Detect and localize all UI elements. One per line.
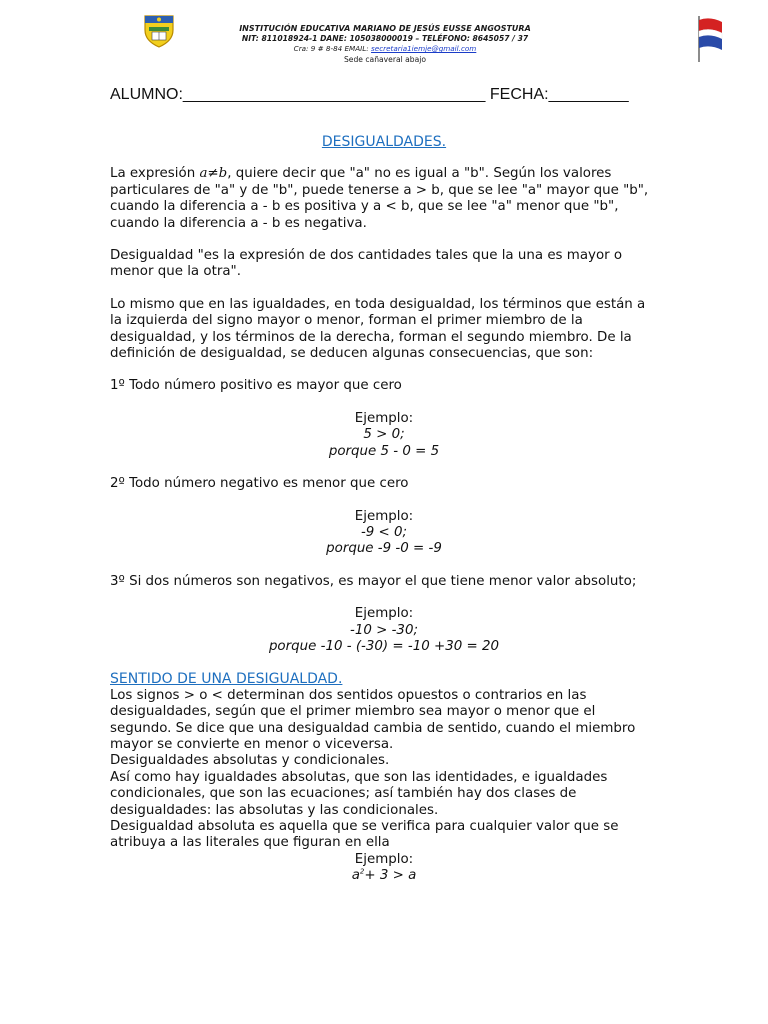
example-4 [110,852,658,885]
example-3-line1: -10 > -30; [350,622,418,638]
p1-math: a≠b [199,166,228,182]
formula-exponent: 2 [359,867,365,876]
fecha-blank: _________ [548,86,629,103]
example-3 [110,606,658,655]
document-title: DESIGUALDADES. [321,134,447,150]
example-3-label: Ejemplo: [354,606,414,622]
p1-end: , quiere decir que "a" no es igual a "b". Según los valores particulares de "a" y de "b", puede tenerse a > b, que se lee "a" mayor que "b", cuando la diferencia a - b es positiva y a < b, que se lee "a" menor que "b", cuando la diferencia a - b es negativa. [110,166,649,231]
paragraph-definition: Desigualdad "es la expresión de dos cantidades tales que la una es mayor o menor que la otra". [110,248,623,280]
rule-2: 2º Todo número negativo es menor que cero [110,476,409,492]
institution-name: INSTITUCIÓN EDUCATIVA MARIANO DE JESÚS EUSSE ANGOSTURA [239,24,531,33]
example-2 [110,509,658,558]
example-2-label: Ejemplo: [354,508,414,524]
section-paragraph-1: Los signos > o < determinan dos sentidos opuestos o contrarios en las desigualdades, según que el primer miembro sea mayor o menor que el segundo. Se dice que una desigualdad cambia de sentido, cuando el miembro mayor se convierte en menor o viceversa. [110,687,636,752]
example-3-line2: porque -10 - (-30) = -10 +30 = 20 [268,638,500,654]
alumno-label: ALUMNO: [110,86,183,103]
paragraph-members: Lo mismo que en las igualdades, en toda desigualdad, los términos que están a la izquierda del signo mayor o menor, forman el primer miembro de la desigualdad, y los términos de la derecha, forman el segundo miembro. De la definición de desigualdad, se deducen algunas consecuencias, que son: [110,296,646,362]
fecha-label: FECHA: [485,86,549,103]
rule-1: 1º Todo número positivo es mayor que cero [110,378,402,394]
example-4-label: Ejemplo: [354,851,414,867]
example-4-formula [352,868,417,883]
section-paragraph-3: Desigualdad absoluta es aquella que se verifica para cualquier valor que se atribuya a las literales que figuran en ella [110,819,619,851]
example-1-line1: 5 > 0; [363,427,405,443]
institution-header [230,24,540,65]
formula-rest: + 3 > a [364,868,417,884]
section-title: SENTIDO DE UNA DESIGUALDAD. [110,671,343,688]
student-form-line [110,86,670,104]
rule-3: 3º Si dos números son negativos, es mayor el que tiene menor valor absoluto; [110,573,637,589]
example-2-line2: porque -9 -0 = -9 [326,541,442,557]
document-body [110,134,658,885]
institution-sede: Sede cañaveral abajo [343,55,427,64]
email-link[interactable]: secretaria1iemje@gmail.com [371,44,477,53]
institution-nit: NIT: 811018924-1 DANE: 105038000019 – TELÉFONO: 8645057 / 37 [241,34,529,43]
school-shield-logo [141,12,177,48]
p1-start: La expresión [110,166,200,182]
alumno-blank: __________________________________ [182,86,486,103]
example-1 [110,411,658,460]
example-1-label: Ejemplo: [354,410,414,426]
paragraph-expression [110,166,658,232]
section-paragraph-2: Así como hay igualdades absolutas, que son las identidades, e igualdades condicionales, que son las ecuaciones; así también hay dos clases de desigualdades: las absolutas y las condicionales. [110,769,608,818]
example-1-line2: porque 5 - 0 = 5 [328,443,440,459]
institution-address [230,44,540,54]
address-prefix: Cra: 9 # 8-84 EMAIL: [293,44,369,53]
example-2-line1: -9 < 0; [360,524,408,540]
section-subtitle: Desigualdades absolutas y condicionales. [110,753,390,769]
formula-base: a [351,868,360,884]
antioquia-flag-icon [696,16,724,62]
